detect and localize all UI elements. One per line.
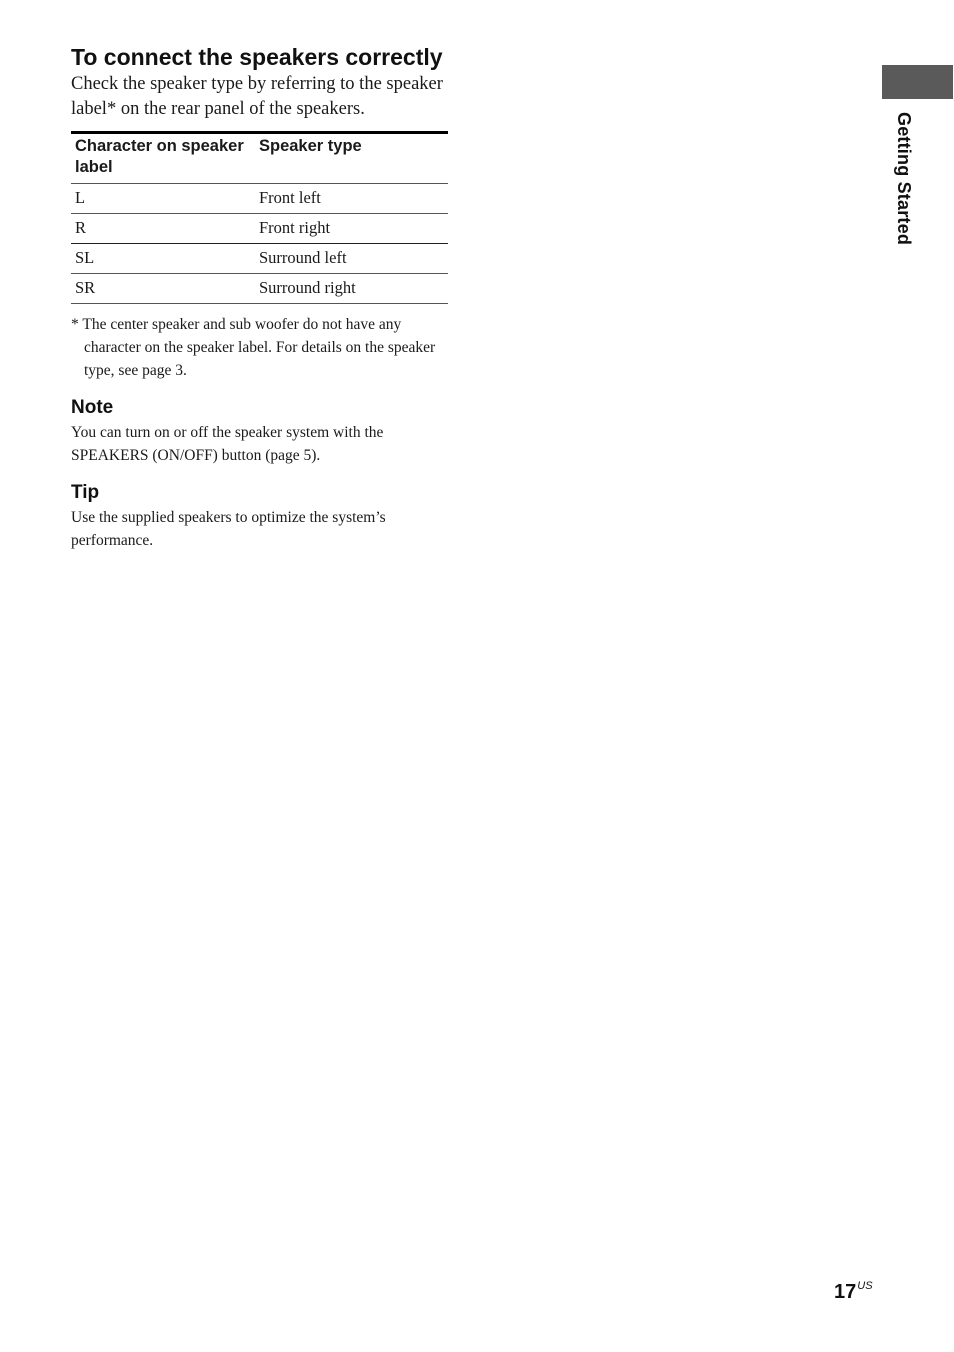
table-cell-character: SL <box>71 244 255 274</box>
tip-text: Use the supplied speakers to optimize the system’s performance. <box>71 509 386 549</box>
table-cell-character: L <box>71 184 255 214</box>
page-number-suffix: US <box>857 1280 873 1292</box>
table-cell-speaker-type: Surround right <box>255 274 448 304</box>
table-cell-character: SR <box>71 274 255 304</box>
page-number <box>834 1280 873 1304</box>
intro-text: Check the speaker type by referring to the speaker label* on the rear panel of the speakers. <box>71 74 443 119</box>
main-content <box>71 44 449 552</box>
table-cell-speaker-type: Front left <box>255 184 448 214</box>
tip-heading: Tip <box>71 482 100 503</box>
speaker-label-table <box>71 131 448 304</box>
section-label: Getting Started <box>894 112 914 246</box>
table-cell-speaker-type: Front right <box>255 214 448 244</box>
table-row <box>71 274 448 304</box>
table-cell-speaker-type: Surround left <box>255 244 448 274</box>
column-header-character: Character on speaker label <box>71 133 255 184</box>
table-header-row <box>71 133 448 184</box>
column-header-speaker-type: Speaker type <box>255 133 448 184</box>
note-heading: Note <box>71 397 114 418</box>
note-text: You can turn on or off the speaker system with the SPEAKERS (ON/OFF) button (page 5). <box>71 424 384 464</box>
table-cell-character: R <box>71 214 255 244</box>
table-row <box>71 244 448 274</box>
page-number-value: 17 <box>834 1281 857 1303</box>
footnote: * The center speaker and sub woofer do not have any character on the speaker label. For details on the speaker type, see page 3. <box>71 316 436 379</box>
page-heading: To connect the speakers correctly <box>71 44 443 70</box>
section-tab-marker <box>882 65 953 99</box>
table-row <box>71 184 448 214</box>
table-row <box>71 214 448 244</box>
